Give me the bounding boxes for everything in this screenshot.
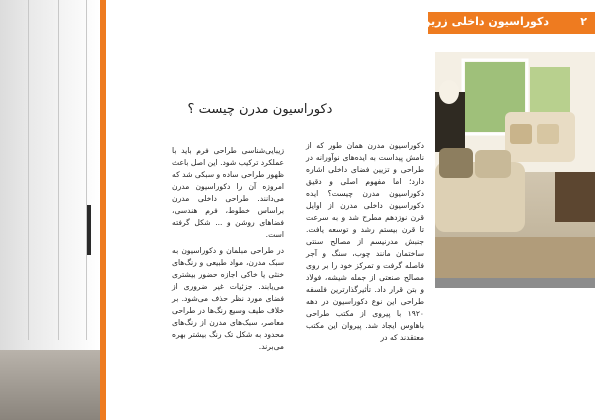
chapter-number: ۲ [580,15,587,28]
photo-caption-bar [435,278,595,288]
living-room-photo [435,52,595,278]
accent-stripe [100,0,106,420]
wardrobe-door-seam [28,0,29,340]
article-column-right [306,140,424,348]
paragraph: دکوراسیون مدرن همان طور که از نامش پیداست به ایده‌های نوآورانه در طراحی و تزیین فضای داخلی اشاره دارد؛ اما مفهوم اصلی و دقیق دکوراسیون مدرن چیست؟ ایده دکوراسیون داخلی مدرن از اوایل قرن نوزدهم مطرح شد و به سرعت تا قرن بیستم رشد و توسعه یافت. جنبش مدرنیسم از مصالح سنتی ساختمان مانند چوب، سنگ و آجر فاصله گرفت و تمرکز خود را بر روی مصالح صنعتی از جمله شیشه، فولاد و بتن قرار داد. تأثیرگذارترین فلسفه طراحی این نوع دکوراسیون در دهه ۱۹۲۰ با پیروی از مکتب طراحی باهاوس ایجاد شد. پیروان این مکتب معتقدند که در [306,141,424,342]
wardrobe-door-seam [86,0,87,340]
paragraph: زیبایی‌شناسی طراحی فرم باید با عملکرد ترکیب شود. این اصل باعث ظهور طراحی ساده و سبکی شد که امروزه آن را دکوراسیون مدرن می‌دانند. طراحی داخلی مدرن براساس خطوط، فرم هندسی، فضاهای روشن و ... شکل گرفته است. [172,146,284,239]
chapter-title: دکوراسیون داخلی زرین [421,15,549,28]
wardrobe-handle [87,205,91,255]
wardrobe-door-seam [58,0,59,340]
article-column-left [172,145,284,357]
paragraph: در طراحی مبلمان و دکوراسیون به سبک مدرن، مواد طبیعی و رنگ‌های خنثی یا خاکی اجازه حضور بیشتری می‌یابند. جزئیات غیر ضروری از فضای مورد نظر حذف می‌شود. بر خلاف طیف وسیع رنگ‌ها در طراحی معاصر، سبک‌های مدرن از رنگ‌های محدود به شکل تک رنگ بیشتر بهره می‌برند. [172,246,284,351]
wardrobe-photo [0,0,100,420]
floor [0,350,100,420]
chapter-header [421,12,595,34]
article-title: دکوراسیون مدرن چیست ؟ [187,102,333,117]
living-room-illustration [435,52,595,278]
